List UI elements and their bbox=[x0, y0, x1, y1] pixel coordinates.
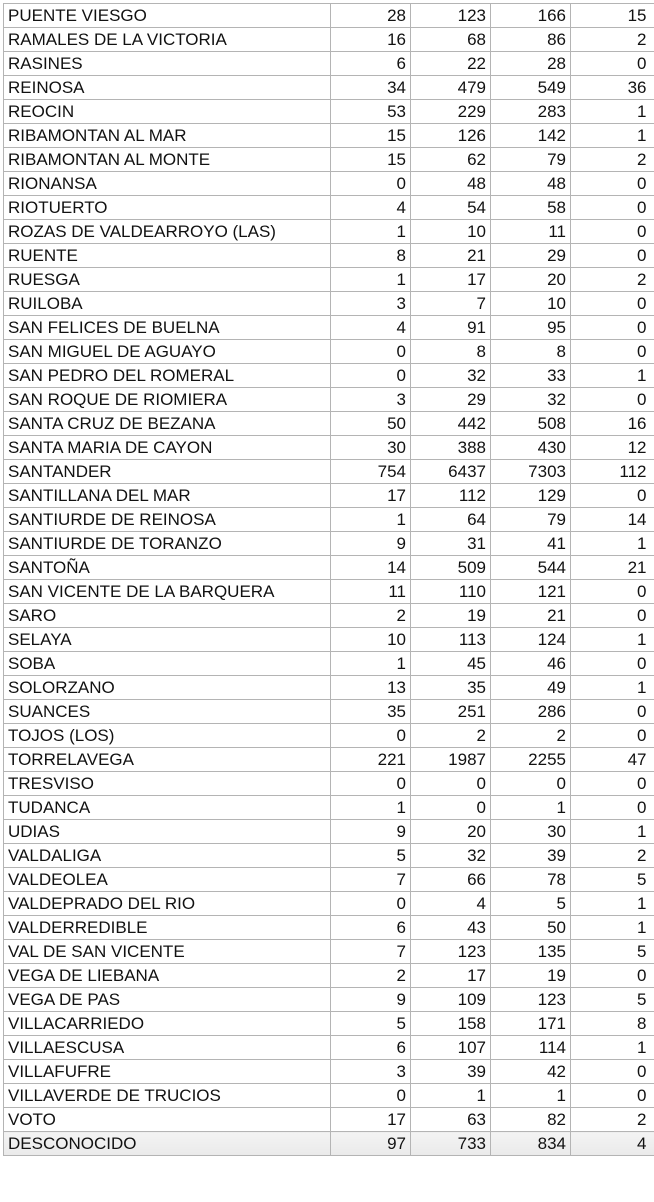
municipality-name-cell[interactable]: SAN PEDRO DEL ROMERAL bbox=[4, 364, 331, 388]
value-cell-1[interactable]: 2 bbox=[331, 604, 411, 628]
value-cell-4[interactable]: 0 bbox=[571, 52, 654, 76]
table-row bbox=[4, 628, 654, 652]
value-cell-2[interactable]: 62 bbox=[411, 148, 491, 172]
table-row bbox=[4, 580, 654, 604]
table-row bbox=[4, 892, 654, 916]
value-cell-4[interactable]: 5 bbox=[571, 868, 654, 892]
value-cell-1[interactable]: 34 bbox=[331, 76, 411, 100]
value-cell-3[interactable]: 82 bbox=[491, 1108, 571, 1132]
value-cell-4[interactable]: 12 bbox=[571, 436, 654, 460]
municipality-name-cell[interactable]: SAN ROQUE DE RIOMIERA bbox=[4, 388, 331, 412]
value-cell-3[interactable]: 123 bbox=[491, 988, 571, 1012]
value-cell-4[interactable]: 0 bbox=[571, 1060, 654, 1084]
value-cell-3[interactable]: 46 bbox=[491, 652, 571, 676]
value-cell-4[interactable]: 15 bbox=[571, 4, 654, 28]
value-cell-3[interactable]: 1 bbox=[491, 1084, 571, 1108]
table-row bbox=[4, 412, 654, 436]
municipality-name-cell[interactable]: SANTIURDE DE REINOSA bbox=[4, 508, 331, 532]
table-row bbox=[4, 604, 654, 628]
value-cell-1[interactable]: 0 bbox=[331, 340, 411, 364]
value-cell-3[interactable]: 33 bbox=[491, 364, 571, 388]
municipality-name-cell[interactable]: DESCONOCIDO bbox=[4, 1132, 331, 1156]
value-cell-1[interactable]: 28 bbox=[331, 4, 411, 28]
table-row bbox=[4, 532, 654, 556]
value-cell-3[interactable]: 20 bbox=[491, 268, 571, 292]
value-cell-4[interactable]: 0 bbox=[571, 604, 654, 628]
value-cell-1[interactable]: 4 bbox=[331, 196, 411, 220]
value-cell-2[interactable]: 8 bbox=[411, 340, 491, 364]
value-cell-4[interactable]: 1 bbox=[571, 532, 654, 556]
value-cell-1[interactable]: 11 bbox=[331, 580, 411, 604]
value-cell-2[interactable]: 22 bbox=[411, 52, 491, 76]
value-cell-3[interactable]: 8 bbox=[491, 340, 571, 364]
value-cell-3[interactable]: 2255 bbox=[491, 748, 571, 772]
municipality-name-cell[interactable]: VALDEPRADO DEL RIO bbox=[4, 892, 331, 916]
value-cell-1[interactable]: 0 bbox=[331, 1084, 411, 1108]
table-row bbox=[4, 988, 654, 1012]
value-cell-1[interactable]: 1 bbox=[331, 508, 411, 532]
municipality-name-cell[interactable]: RUESGA bbox=[4, 268, 331, 292]
value-cell-4[interactable]: 0 bbox=[571, 388, 654, 412]
value-cell-2[interactable]: 7 bbox=[411, 292, 491, 316]
value-cell-2[interactable]: 10 bbox=[411, 220, 491, 244]
value-cell-2[interactable]: 29 bbox=[411, 388, 491, 412]
municipality-name-cell[interactable]: VILLAVERDE DE TRUCIOS bbox=[4, 1084, 331, 1108]
value-cell-1[interactable]: 221 bbox=[331, 748, 411, 772]
value-cell-1[interactable]: 1 bbox=[331, 220, 411, 244]
value-cell-3[interactable]: 50 bbox=[491, 916, 571, 940]
municipality-name-cell[interactable]: SAN MIGUEL DE AGUAYO bbox=[4, 340, 331, 364]
value-cell-3[interactable]: 166 bbox=[491, 4, 571, 28]
value-cell-1[interactable]: 9 bbox=[331, 532, 411, 556]
value-cell-3[interactable]: 283 bbox=[491, 100, 571, 124]
table-row bbox=[4, 1060, 654, 1084]
value-cell-2[interactable]: 0 bbox=[411, 796, 491, 820]
value-cell-3[interactable]: 129 bbox=[491, 484, 571, 508]
table-row bbox=[4, 364, 654, 388]
value-cell-3[interactable]: 142 bbox=[491, 124, 571, 148]
value-cell-2[interactable]: 158 bbox=[411, 1012, 491, 1036]
value-cell-1[interactable]: 754 bbox=[331, 460, 411, 484]
value-cell-1[interactable]: 50 bbox=[331, 412, 411, 436]
value-cell-4[interactable]: 16 bbox=[571, 412, 654, 436]
table-row bbox=[4, 292, 654, 316]
municipality-name-cell[interactable]: PUENTE VIESGO bbox=[4, 4, 331, 28]
value-cell-1[interactable]: 17 bbox=[331, 484, 411, 508]
municipality-name-cell[interactable]: RAMALES DE LA VICTORIA bbox=[4, 28, 331, 52]
value-cell-3[interactable]: 135 bbox=[491, 940, 571, 964]
table-body bbox=[4, 4, 654, 1156]
municipality-name-cell[interactable]: REOCIN bbox=[4, 100, 331, 124]
value-cell-2[interactable]: 109 bbox=[411, 988, 491, 1012]
value-cell-3[interactable]: 19 bbox=[491, 964, 571, 988]
value-cell-3[interactable]: 124 bbox=[491, 628, 571, 652]
table-row bbox=[4, 652, 654, 676]
value-cell-4[interactable]: 1 bbox=[571, 364, 654, 388]
value-cell-1[interactable]: 1 bbox=[331, 796, 411, 820]
municipality-name-cell[interactable]: RASINES bbox=[4, 52, 331, 76]
municipality-name-cell[interactable]: VILLAFUFRE bbox=[4, 1060, 331, 1084]
value-cell-4[interactable]: 21 bbox=[571, 556, 654, 580]
value-cell-3[interactable]: 41 bbox=[491, 532, 571, 556]
value-cell-1[interactable]: 1 bbox=[331, 268, 411, 292]
value-cell-2[interactable]: 479 bbox=[411, 76, 491, 100]
municipality-name-cell[interactable]: RIONANSA bbox=[4, 172, 331, 196]
table-row bbox=[4, 772, 654, 796]
table-row bbox=[4, 940, 654, 964]
value-cell-4[interactable]: 1 bbox=[571, 892, 654, 916]
municipality-name-cell[interactable]: RIBAMONTAN AL MONTE bbox=[4, 148, 331, 172]
table-row bbox=[4, 556, 654, 580]
value-cell-4[interactable]: 0 bbox=[571, 316, 654, 340]
value-cell-2[interactable]: 123 bbox=[411, 940, 491, 964]
table-row bbox=[4, 964, 654, 988]
value-cell-3[interactable]: 121 bbox=[491, 580, 571, 604]
municipality-data-table bbox=[3, 3, 654, 1156]
value-cell-2[interactable]: 509 bbox=[411, 556, 491, 580]
value-cell-1[interactable]: 0 bbox=[331, 364, 411, 388]
table-row bbox=[4, 676, 654, 700]
value-cell-1[interactable]: 6 bbox=[331, 1036, 411, 1060]
value-cell-1[interactable]: 6 bbox=[331, 916, 411, 940]
value-cell-4[interactable]: 2 bbox=[571, 268, 654, 292]
value-cell-3[interactable]: 28 bbox=[491, 52, 571, 76]
value-cell-2[interactable]: 45 bbox=[411, 652, 491, 676]
value-cell-3[interactable]: 42 bbox=[491, 1060, 571, 1084]
municipality-name-cell[interactable]: TOJOS (LOS) bbox=[4, 724, 331, 748]
table-row bbox=[4, 196, 654, 220]
value-cell-3[interactable]: 10 bbox=[491, 292, 571, 316]
value-cell-1[interactable]: 3 bbox=[331, 1060, 411, 1084]
value-cell-3[interactable]: 7303 bbox=[491, 460, 571, 484]
table-row bbox=[4, 340, 654, 364]
value-cell-4[interactable]: 47 bbox=[571, 748, 654, 772]
value-cell-2[interactable]: 66 bbox=[411, 868, 491, 892]
value-cell-2[interactable]: 31 bbox=[411, 532, 491, 556]
value-cell-3[interactable]: 95 bbox=[491, 316, 571, 340]
value-cell-1[interactable]: 15 bbox=[331, 124, 411, 148]
value-cell-1[interactable]: 30 bbox=[331, 436, 411, 460]
value-cell-4[interactable]: 0 bbox=[571, 796, 654, 820]
value-cell-1[interactable]: 1 bbox=[331, 652, 411, 676]
table-row bbox=[4, 4, 654, 28]
value-cell-2[interactable]: 43 bbox=[411, 916, 491, 940]
value-cell-4[interactable]: 0 bbox=[571, 724, 654, 748]
value-cell-4[interactable]: 0 bbox=[571, 172, 654, 196]
municipality-name-cell[interactable]: SANTA MARIA DE CAYON bbox=[4, 436, 331, 460]
table-row bbox=[4, 244, 654, 268]
value-cell-2[interactable]: 123 bbox=[411, 4, 491, 28]
municipality-name-cell[interactable]: SANTILLANA DEL MAR bbox=[4, 484, 331, 508]
value-cell-4[interactable]: 8 bbox=[571, 1012, 654, 1036]
value-cell-2[interactable]: 21 bbox=[411, 244, 491, 268]
value-cell-1[interactable]: 10 bbox=[331, 628, 411, 652]
table-row bbox=[4, 916, 654, 940]
municipality-name-cell[interactable]: ROZAS DE VALDEARROYO (LAS) bbox=[4, 220, 331, 244]
value-cell-1[interactable]: 15 bbox=[331, 148, 411, 172]
municipality-name-cell[interactable]: VEGA DE LIEBANA bbox=[4, 964, 331, 988]
value-cell-4[interactable]: 1 bbox=[571, 676, 654, 700]
value-cell-4[interactable]: 2 bbox=[571, 844, 654, 868]
value-cell-3[interactable]: 11 bbox=[491, 220, 571, 244]
value-cell-2[interactable]: 48 bbox=[411, 172, 491, 196]
table-row bbox=[4, 724, 654, 748]
value-cell-3[interactable]: 2 bbox=[491, 724, 571, 748]
value-cell-1[interactable]: 8 bbox=[331, 244, 411, 268]
table-row bbox=[4, 700, 654, 724]
municipality-name-cell[interactable]: SANTA CRUZ DE BEZANA bbox=[4, 412, 331, 436]
value-cell-4[interactable]: 0 bbox=[571, 700, 654, 724]
municipality-name-cell[interactable]: RUILOBA bbox=[4, 292, 331, 316]
value-cell-1[interactable]: 2 bbox=[331, 964, 411, 988]
table-row bbox=[4, 124, 654, 148]
value-cell-4[interactable]: 1 bbox=[571, 1036, 654, 1060]
value-cell-1[interactable]: 3 bbox=[331, 388, 411, 412]
value-cell-4[interactable]: 5 bbox=[571, 940, 654, 964]
municipality-name-cell[interactable]: RIOTUERTO bbox=[4, 196, 331, 220]
municipality-name-cell[interactable]: RUENTE bbox=[4, 244, 331, 268]
value-cell-1[interactable]: 9 bbox=[331, 820, 411, 844]
value-cell-2[interactable]: 2 bbox=[411, 724, 491, 748]
municipality-name-cell[interactable]: VALDALIGA bbox=[4, 844, 331, 868]
value-cell-4[interactable]: 0 bbox=[571, 772, 654, 796]
value-cell-2[interactable]: 1 bbox=[411, 1084, 491, 1108]
municipality-name-cell[interactable]: VAL DE SAN VICENTE bbox=[4, 940, 331, 964]
value-cell-4[interactable]: 1 bbox=[571, 916, 654, 940]
value-cell-4[interactable]: 1 bbox=[571, 628, 654, 652]
value-cell-4[interactable]: 2 bbox=[571, 28, 654, 52]
municipality-name-cell[interactable]: VEGA DE PAS bbox=[4, 988, 331, 1012]
value-cell-1[interactable]: 53 bbox=[331, 100, 411, 124]
value-cell-4[interactable]: 0 bbox=[571, 244, 654, 268]
value-cell-1[interactable]: 9 bbox=[331, 988, 411, 1012]
value-cell-4[interactable]: 2 bbox=[571, 148, 654, 172]
table-row bbox=[4, 220, 654, 244]
table-row bbox=[4, 1084, 654, 1108]
value-cell-4[interactable]: 0 bbox=[571, 196, 654, 220]
value-cell-2[interactable]: 126 bbox=[411, 124, 491, 148]
value-cell-4[interactable]: 14 bbox=[571, 508, 654, 532]
value-cell-3[interactable]: 171 bbox=[491, 1012, 571, 1036]
value-cell-1[interactable]: 97 bbox=[331, 1132, 411, 1156]
value-cell-3[interactable]: 78 bbox=[491, 868, 571, 892]
value-cell-2[interactable]: 32 bbox=[411, 364, 491, 388]
value-cell-2[interactable]: 63 bbox=[411, 1108, 491, 1132]
value-cell-2[interactable]: 20 bbox=[411, 820, 491, 844]
value-cell-2[interactable]: 17 bbox=[411, 268, 491, 292]
value-cell-1[interactable]: 17 bbox=[331, 1108, 411, 1132]
table-row bbox=[4, 100, 654, 124]
value-cell-3[interactable]: 508 bbox=[491, 412, 571, 436]
value-cell-2[interactable]: 39 bbox=[411, 1060, 491, 1084]
value-cell-2[interactable]: 733 bbox=[411, 1132, 491, 1156]
value-cell-3[interactable]: 544 bbox=[491, 556, 571, 580]
municipality-name-cell[interactable]: VALDEOLEA bbox=[4, 868, 331, 892]
municipality-name-cell[interactable]: SAN FELICES DE BUELNA bbox=[4, 316, 331, 340]
table-row bbox=[4, 316, 654, 340]
municipality-name-cell[interactable]: RIBAMONTAN AL MAR bbox=[4, 124, 331, 148]
value-cell-1[interactable]: 0 bbox=[331, 724, 411, 748]
value-cell-2[interactable]: 32 bbox=[411, 844, 491, 868]
municipality-name-cell[interactable]: VILLAESCUSA bbox=[4, 1036, 331, 1060]
value-cell-1[interactable]: 7 bbox=[331, 868, 411, 892]
value-cell-3[interactable]: 549 bbox=[491, 76, 571, 100]
value-cell-4[interactable]: 2 bbox=[571, 1108, 654, 1132]
value-cell-1[interactable]: 4 bbox=[331, 316, 411, 340]
municipality-name-cell[interactable]: SARO bbox=[4, 604, 331, 628]
value-cell-4[interactable]: 0 bbox=[571, 484, 654, 508]
value-cell-3[interactable]: 286 bbox=[491, 700, 571, 724]
table-row bbox=[4, 1012, 654, 1036]
table-row bbox=[4, 820, 654, 844]
value-cell-1[interactable]: 16 bbox=[331, 28, 411, 52]
value-cell-2[interactable]: 68 bbox=[411, 28, 491, 52]
value-cell-2[interactable]: 388 bbox=[411, 436, 491, 460]
table-row bbox=[4, 52, 654, 76]
table-row bbox=[4, 508, 654, 532]
value-cell-1[interactable]: 7 bbox=[331, 940, 411, 964]
value-cell-3[interactable]: 58 bbox=[491, 196, 571, 220]
value-cell-2[interactable]: 4 bbox=[411, 892, 491, 916]
municipality-name-cell[interactable]: TRESVISO bbox=[4, 772, 331, 796]
value-cell-2[interactable]: 113 bbox=[411, 628, 491, 652]
municipality-name-cell[interactable]: SOLORZANO bbox=[4, 676, 331, 700]
municipality-name-cell[interactable]: SUANCES bbox=[4, 700, 331, 724]
value-cell-1[interactable]: 6 bbox=[331, 52, 411, 76]
value-cell-2[interactable]: 251 bbox=[411, 700, 491, 724]
value-cell-1[interactable]: 3 bbox=[331, 292, 411, 316]
value-cell-2[interactable]: 0 bbox=[411, 772, 491, 796]
value-cell-3[interactable]: 39 bbox=[491, 844, 571, 868]
table-row bbox=[4, 388, 654, 412]
value-cell-2[interactable]: 112 bbox=[411, 484, 491, 508]
value-cell-3[interactable]: 430 bbox=[491, 436, 571, 460]
table-row bbox=[4, 460, 654, 484]
table-row bbox=[4, 148, 654, 172]
municipality-name-cell[interactable]: VALDERREDIBLE bbox=[4, 916, 331, 940]
table-row bbox=[4, 1108, 654, 1132]
table-row bbox=[4, 436, 654, 460]
value-cell-4[interactable]: 36 bbox=[571, 76, 654, 100]
value-cell-4[interactable]: 0 bbox=[571, 340, 654, 364]
value-cell-1[interactable]: 5 bbox=[331, 1012, 411, 1036]
value-cell-2[interactable]: 54 bbox=[411, 196, 491, 220]
municipality-name-cell[interactable]: VILLACARRIEDO bbox=[4, 1012, 331, 1036]
value-cell-3[interactable]: 0 bbox=[491, 772, 571, 796]
municipality-name-cell[interactable]: SANTIURDE DE TORANZO bbox=[4, 532, 331, 556]
municipality-name-cell[interactable]: TUDANCA bbox=[4, 796, 331, 820]
value-cell-1[interactable]: 0 bbox=[331, 172, 411, 196]
value-cell-3[interactable]: 49 bbox=[491, 676, 571, 700]
value-cell-3[interactable]: 79 bbox=[491, 508, 571, 532]
value-cell-3[interactable]: 21 bbox=[491, 604, 571, 628]
value-cell-2[interactable]: 19 bbox=[411, 604, 491, 628]
value-cell-4[interactable]: 5 bbox=[571, 988, 654, 1012]
value-cell-4[interactable]: 0 bbox=[571, 220, 654, 244]
value-cell-2[interactable]: 6437 bbox=[411, 460, 491, 484]
value-cell-3[interactable]: 32 bbox=[491, 388, 571, 412]
value-cell-4[interactable]: 0 bbox=[571, 652, 654, 676]
value-cell-4[interactable]: 0 bbox=[571, 1084, 654, 1108]
value-cell-3[interactable]: 30 bbox=[491, 820, 571, 844]
value-cell-4[interactable]: 1 bbox=[571, 100, 654, 124]
municipality-name-cell[interactable]: REINOSA bbox=[4, 76, 331, 100]
value-cell-4[interactable]: 112 bbox=[571, 460, 654, 484]
value-cell-2[interactable]: 91 bbox=[411, 316, 491, 340]
table-row bbox=[4, 28, 654, 52]
value-cell-1[interactable]: 14 bbox=[331, 556, 411, 580]
table-row bbox=[4, 1036, 654, 1060]
table-row bbox=[4, 796, 654, 820]
value-cell-3[interactable]: 834 bbox=[491, 1132, 571, 1156]
value-cell-4[interactable]: 0 bbox=[571, 292, 654, 316]
municipality-name-cell[interactable]: SAN VICENTE DE LA BARQUERA bbox=[4, 580, 331, 604]
value-cell-3[interactable]: 48 bbox=[491, 172, 571, 196]
table-row bbox=[4, 748, 654, 772]
value-cell-1[interactable]: 0 bbox=[331, 892, 411, 916]
municipality-name-cell[interactable]: SELAYA bbox=[4, 628, 331, 652]
value-cell-1[interactable]: 35 bbox=[331, 700, 411, 724]
value-cell-2[interactable]: 107 bbox=[411, 1036, 491, 1060]
table-row bbox=[4, 868, 654, 892]
value-cell-2[interactable]: 110 bbox=[411, 580, 491, 604]
value-cell-2[interactable]: 35 bbox=[411, 676, 491, 700]
value-cell-2[interactable]: 17 bbox=[411, 964, 491, 988]
municipality-name-cell[interactable]: SOBA bbox=[4, 652, 331, 676]
value-cell-3[interactable]: 5 bbox=[491, 892, 571, 916]
municipality-name-cell[interactable]: VOTO bbox=[4, 1108, 331, 1132]
municipality-name-cell[interactable]: SANTOÑA bbox=[4, 556, 331, 580]
value-cell-1[interactable]: 13 bbox=[331, 676, 411, 700]
table-row bbox=[4, 172, 654, 196]
value-cell-2[interactable]: 1987 bbox=[411, 748, 491, 772]
value-cell-4[interactable]: 1 bbox=[571, 820, 654, 844]
value-cell-2[interactable]: 229 bbox=[411, 100, 491, 124]
value-cell-3[interactable]: 1 bbox=[491, 796, 571, 820]
table-row bbox=[4, 268, 654, 292]
value-cell-4[interactable]: 0 bbox=[571, 964, 654, 988]
municipality-name-cell[interactable]: UDIAS bbox=[4, 820, 331, 844]
municipality-name-cell[interactable]: TORRELAVEGA bbox=[4, 748, 331, 772]
value-cell-3[interactable]: 86 bbox=[491, 28, 571, 52]
table-row bbox=[4, 844, 654, 868]
value-cell-4[interactable]: 4 bbox=[571, 1132, 654, 1156]
value-cell-3[interactable]: 79 bbox=[491, 148, 571, 172]
data-table-container bbox=[3, 3, 654, 1156]
value-cell-3[interactable]: 29 bbox=[491, 244, 571, 268]
value-cell-1[interactable]: 0 bbox=[331, 772, 411, 796]
table-row bbox=[4, 1132, 654, 1156]
municipality-name-cell[interactable]: SANTANDER bbox=[4, 460, 331, 484]
table-row bbox=[4, 484, 654, 508]
value-cell-4[interactable]: 0 bbox=[571, 580, 654, 604]
table-row bbox=[4, 76, 654, 100]
value-cell-4[interactable]: 1 bbox=[571, 124, 654, 148]
value-cell-2[interactable]: 64 bbox=[411, 508, 491, 532]
value-cell-2[interactable]: 442 bbox=[411, 412, 491, 436]
value-cell-3[interactable]: 114 bbox=[491, 1036, 571, 1060]
value-cell-1[interactable]: 5 bbox=[331, 844, 411, 868]
